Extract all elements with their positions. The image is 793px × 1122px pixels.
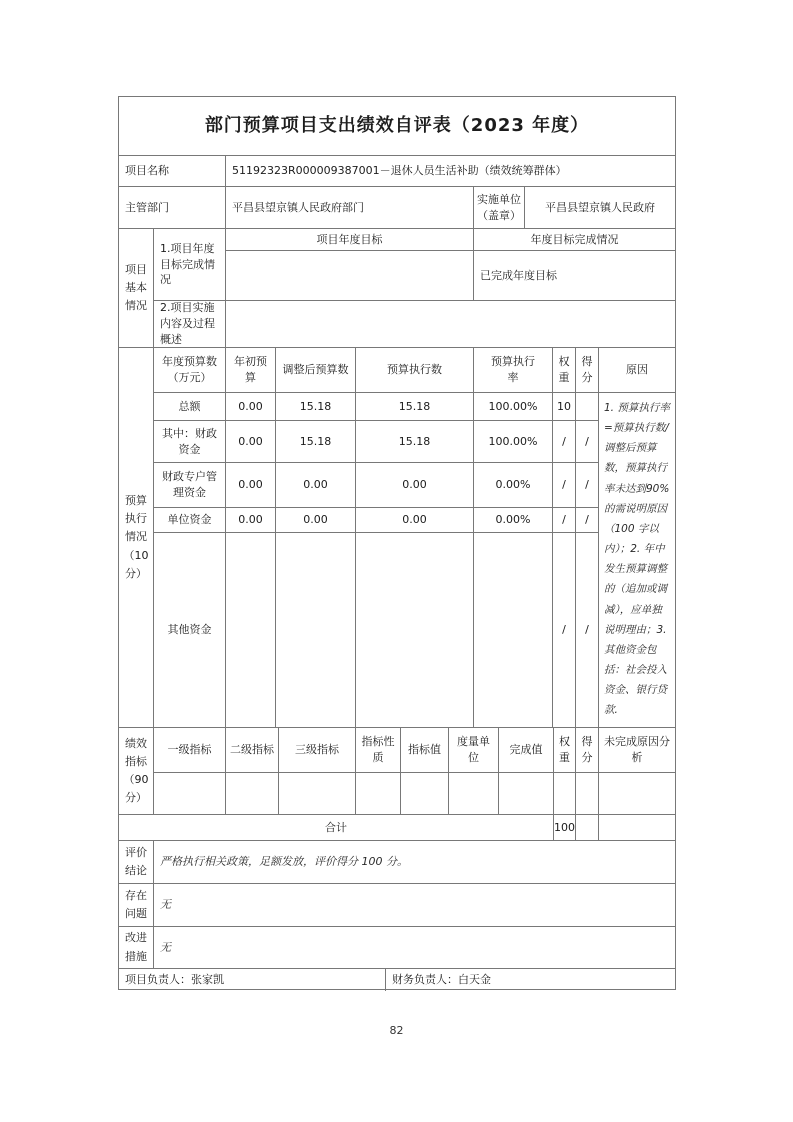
improvements-value: 无 <box>154 927 675 969</box>
finance-manager: 财务负责人：白天金 <box>392 973 491 987</box>
indicator-cell <box>554 773 576 815</box>
department-value: 平昌县望京镇人民政府部门 <box>226 187 474 229</box>
indicator-header-reason: 未完成原因分析 <box>599 728 675 773</box>
indicators-body <box>154 728 675 815</box>
indicator-cell <box>401 773 449 815</box>
annual-goal-grid <box>226 229 675 301</box>
responsible-row <box>119 969 675 991</box>
budget-header-annual: 年度预算数（万元） <box>154 348 226 393</box>
conclusion-value: 严格执行相关政策，足额发放，评价得分 100 分。 <box>154 841 675 884</box>
department-label: 主管部门 <box>119 187 226 229</box>
budget-header-executed: 预算执行数 <box>356 348 474 393</box>
row-label: 其中：财政资金 <box>154 421 226 463</box>
budget-header-weight: 权重 <box>553 348 576 393</box>
table-row-other-funds <box>154 533 599 728</box>
goal-header-row <box>226 229 675 251</box>
cell-executed <box>356 533 474 728</box>
goal-header: 项目年度目标 <box>226 229 474 251</box>
cell-adjusted: 15.18 <box>276 421 356 463</box>
indicator-cell <box>449 773 499 815</box>
cell-rate: 100.00% <box>474 421 553 463</box>
indicator-cell <box>154 773 226 815</box>
cell-executed: 15.18 <box>356 421 474 463</box>
total-row <box>119 815 675 841</box>
goal-value <box>226 251 474 301</box>
indicator-header-weight: 权重 <box>554 728 576 773</box>
cell-score: / <box>576 463 599 508</box>
cell-adjusted: 15.18 <box>276 393 356 421</box>
table-row-fiscal <box>154 421 599 463</box>
goal-done-value: 已完成年度目标 <box>474 251 675 301</box>
indicator-header-value: 指标值 <box>401 728 449 773</box>
cell-score: / <box>576 533 599 728</box>
cell-weight: / <box>553 508 576 533</box>
table-row-total <box>154 393 599 421</box>
problems-label: 存在问题 <box>119 884 154 927</box>
indicators-section <box>119 728 675 815</box>
row-label: 财政专户管理资金 <box>154 463 226 508</box>
cell-adjusted <box>276 533 356 728</box>
indicator-cell <box>356 773 401 815</box>
title-row <box>119 97 675 156</box>
indicator-cell <box>599 773 675 815</box>
project-name-row <box>119 156 675 187</box>
cell-rate <box>474 533 553 728</box>
cell-initial: 0.00 <box>226 421 276 463</box>
cell-executed: 0.00 <box>356 508 474 533</box>
cell-executed: 0.00 <box>356 463 474 508</box>
total-reason <box>599 815 675 841</box>
basic-info-section <box>119 229 675 348</box>
table-row-unit-funds <box>154 508 599 533</box>
budget-section-label: 预算执行情况（10分） <box>119 348 154 728</box>
implementation-label: 2.项目实施内容及过程概述 <box>154 301 226 348</box>
cell-score: / <box>576 508 599 533</box>
self-evaluation-table <box>118 96 676 990</box>
conclusion-row <box>119 841 675 884</box>
project-manager: 项目负责人：张家凯 <box>119 969 386 991</box>
basic-section-body <box>154 229 675 348</box>
implementation-value <box>226 301 675 348</box>
row-label: 总额 <box>154 393 226 421</box>
total-weight: 100 <box>554 815 576 841</box>
cell-initial: 0.00 <box>226 463 276 508</box>
implementation-row <box>154 301 675 348</box>
indicator-cell <box>576 773 599 815</box>
annual-goal-row <box>154 229 675 301</box>
budget-header-rate: 预算执行率 <box>474 348 553 393</box>
goal-value-row <box>226 251 675 301</box>
basic-section-label: 项目基本情况 <box>119 229 154 348</box>
page-number: 82 <box>389 1024 404 1037</box>
cell-rate: 100.00% <box>474 393 553 421</box>
budget-header-row <box>154 348 675 393</box>
budget-section <box>119 348 675 728</box>
cell-initial: 0.00 <box>226 508 276 533</box>
budget-header-reason: 原因 <box>599 348 675 393</box>
indicator-header-nature: 指标性质 <box>356 728 401 773</box>
row-label: 单位资金 <box>154 508 226 533</box>
cell-score: / <box>576 421 599 463</box>
cell-weight: 10 <box>553 393 576 421</box>
page-title: 部门预算项目支出绩效自评表（2023 年度） <box>119 97 675 156</box>
cell-rate: 0.00% <box>474 508 553 533</box>
cell-score <box>576 393 599 421</box>
cell-weight: / <box>553 533 576 728</box>
project-name-value: 51192323R000009387001－退休人员生活补助（绩效统筹群体） <box>226 156 675 187</box>
improvements-row <box>119 927 675 969</box>
problems-value: 无 <box>154 884 675 927</box>
indicator-header-l3: 三级指标 <box>279 728 356 773</box>
indicator-header-l2: 二级指标 <box>226 728 279 773</box>
department-row <box>119 187 675 229</box>
budget-reason-note: 1. 预算执行率=预算执行数/调整后预算数，预算执行率未达到90%的需说明原因（100 字以内）；2. 年中发生预算调整的（追加或调减），应单独说明理由；3. 其他资金包括：社会投入资金、银行贷款. <box>599 393 675 728</box>
indicator-header-score: 得分 <box>576 728 599 773</box>
budget-data-area <box>154 393 675 728</box>
goal-done-header: 年度目标完成情况 <box>474 229 675 251</box>
budget-header-adjusted: 调整后预算数 <box>276 348 356 393</box>
cell-initial <box>226 533 276 728</box>
total-score <box>576 815 599 841</box>
cell-initial: 0.00 <box>226 393 276 421</box>
indicators-empty-row <box>154 773 675 815</box>
budget-header-score: 得分 <box>576 348 599 393</box>
indicator-cell <box>499 773 554 815</box>
cell-adjusted: 0.00 <box>276 508 356 533</box>
row-label: 其他资金 <box>154 533 226 728</box>
problems-row <box>119 884 675 927</box>
cell-weight: / <box>553 463 576 508</box>
impl-unit-label: 实施单位（盖章） <box>474 187 525 229</box>
indicator-cell <box>279 773 356 815</box>
indicator-header-completed: 完成值 <box>499 728 554 773</box>
indicator-header-unit: 度量单位 <box>449 728 499 773</box>
cell-adjusted: 0.00 <box>276 463 356 508</box>
cell-rate: 0.00% <box>474 463 553 508</box>
indicators-header-row <box>154 728 675 773</box>
indicator-cell <box>226 773 279 815</box>
budget-rows <box>154 393 599 728</box>
cell-weight: / <box>553 421 576 463</box>
cell-executed: 15.18 <box>356 393 474 421</box>
annual-goal-label: 1.项目年度目标完成情况 <box>154 229 226 301</box>
total-label: 合计 <box>119 815 554 841</box>
indicator-header-l1: 一级指标 <box>154 728 226 773</box>
indicators-section-label: 绩效指标（90分） <box>119 728 154 815</box>
conclusion-label: 评价结论 <box>119 841 154 884</box>
budget-body <box>154 348 675 728</box>
impl-unit-value: 平昌县望京镇人民政府 <box>525 187 675 229</box>
table-row-special-account <box>154 463 599 508</box>
budget-header-initial: 年初预算 <box>226 348 276 393</box>
project-name-label: 项目名称 <box>119 156 226 187</box>
improvements-label: 改进措施 <box>119 927 154 969</box>
